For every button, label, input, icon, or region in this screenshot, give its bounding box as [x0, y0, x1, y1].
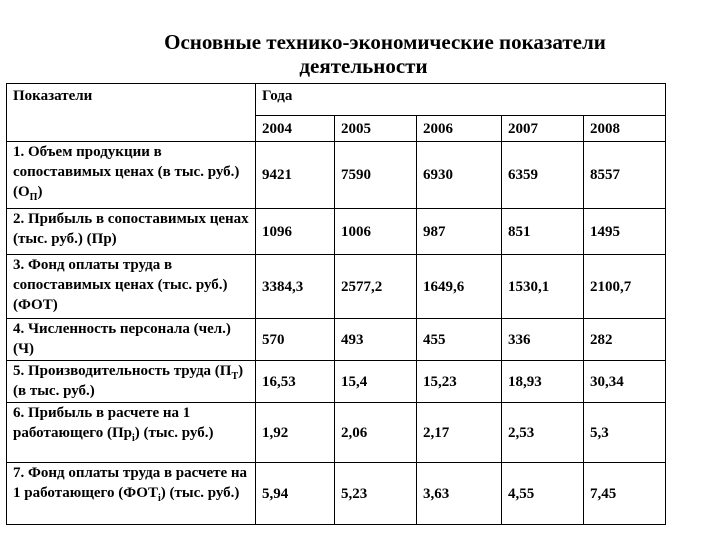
value-cell: 2,06 [335, 403, 417, 463]
value-cell: 8557 [584, 142, 666, 209]
table-row [7, 403, 666, 463]
value-cell: 336 [502, 319, 584, 361]
indicators-table [6, 83, 666, 525]
row-label-text: 2. Прибыль в сопоставимых ценах (тыс. руб.) (Пр) [13, 211, 249, 247]
row-label [7, 319, 256, 361]
header-years: Года [256, 84, 666, 116]
value-cell: 3,63 [417, 463, 502, 525]
value-cell: 16,53 [256, 361, 335, 403]
value-cell: 570 [256, 319, 335, 361]
value-cell: 282 [584, 319, 666, 361]
value-cell: 6359 [502, 142, 584, 209]
table-row [7, 361, 666, 403]
row-label-tail: ) (тыс. руб.) [160, 485, 240, 501]
value-cell: 1,92 [256, 403, 335, 463]
row-label-tail: ) (тыс. руб.) [134, 425, 214, 441]
row-label [7, 463, 256, 525]
page-title [0, 30, 720, 78]
row-label-text: 6. Прибыль в расчете на 1 работающего (Пр [13, 405, 191, 441]
row-label [7, 361, 256, 403]
row-label-subscript: i [131, 433, 135, 444]
row-label-text: 1. Объем продукции в сопоставимых ценах (в тыс. руб.) (О [13, 144, 240, 200]
row-label-text: 3. Фонд оплаты труда в сопоставимых ценах (тыс. руб.) (ФОТ) [13, 257, 228, 313]
value-cell: 1649,6 [417, 255, 502, 319]
value-cell: 5,94 [256, 463, 335, 525]
year-cell: 2006 [417, 116, 502, 142]
row-label-subscript: i [157, 493, 161, 504]
value-cell: 6930 [417, 142, 502, 209]
value-cell: 5,23 [335, 463, 417, 525]
row-label-subscript: Т [231, 371, 239, 382]
value-cell: 1096 [256, 209, 335, 255]
row-label-tail: ) (в тыс. руб.) [13, 363, 244, 399]
title-line-1: Основные технико-экономические показатели [164, 30, 606, 54]
value-cell: 2577,2 [335, 255, 417, 319]
row-label-text: 4. Численность персонала (чел.) (Ч) [13, 321, 231, 357]
value-cell: 1495 [584, 209, 666, 255]
row-label [7, 209, 256, 255]
header-row [7, 84, 666, 116]
year-cell: 2005 [335, 116, 417, 142]
row-label-text: 5. Производительность труда (П [13, 363, 232, 379]
table-row [7, 209, 666, 255]
value-cell: 7590 [335, 142, 417, 209]
row-label-text: 7. Фонд оплаты труда в расчете на 1 работающего (ФОТ [13, 465, 248, 501]
value-cell: 2,53 [502, 403, 584, 463]
value-cell: 9421 [256, 142, 335, 209]
value-cell: 1530,1 [502, 255, 584, 319]
table-row [7, 255, 666, 319]
value-cell: 2100,7 [584, 255, 666, 319]
value-cell: 30,34 [584, 361, 666, 403]
value-cell: 2,17 [417, 403, 502, 463]
value-cell: 5,3 [584, 403, 666, 463]
value-cell: 15,4 [335, 361, 417, 403]
value-cell: 4,55 [502, 463, 584, 525]
header-indicators: Показатели [7, 84, 256, 142]
table-row [7, 319, 666, 361]
value-cell: 455 [417, 319, 502, 361]
row-label [7, 255, 256, 319]
value-cell: 7,45 [584, 463, 666, 525]
value-cell: 18,93 [502, 361, 584, 403]
table-row [7, 463, 666, 525]
value-cell: 15,23 [417, 361, 502, 403]
year-cell: 2007 [502, 116, 584, 142]
row-label-subscript: П [29, 192, 38, 203]
value-cell: 851 [502, 209, 584, 255]
row-label [7, 142, 256, 209]
year-cell: 2004 [256, 116, 335, 142]
table-row [7, 142, 666, 209]
year-cell: 2008 [584, 116, 666, 142]
value-cell: 987 [417, 209, 502, 255]
value-cell: 493 [335, 319, 417, 361]
row-label [7, 403, 256, 463]
value-cell: 1006 [335, 209, 417, 255]
row-label-tail: ) [37, 184, 43, 200]
title-line-2: деятельности [299, 54, 428, 78]
value-cell: 3384,3 [256, 255, 335, 319]
